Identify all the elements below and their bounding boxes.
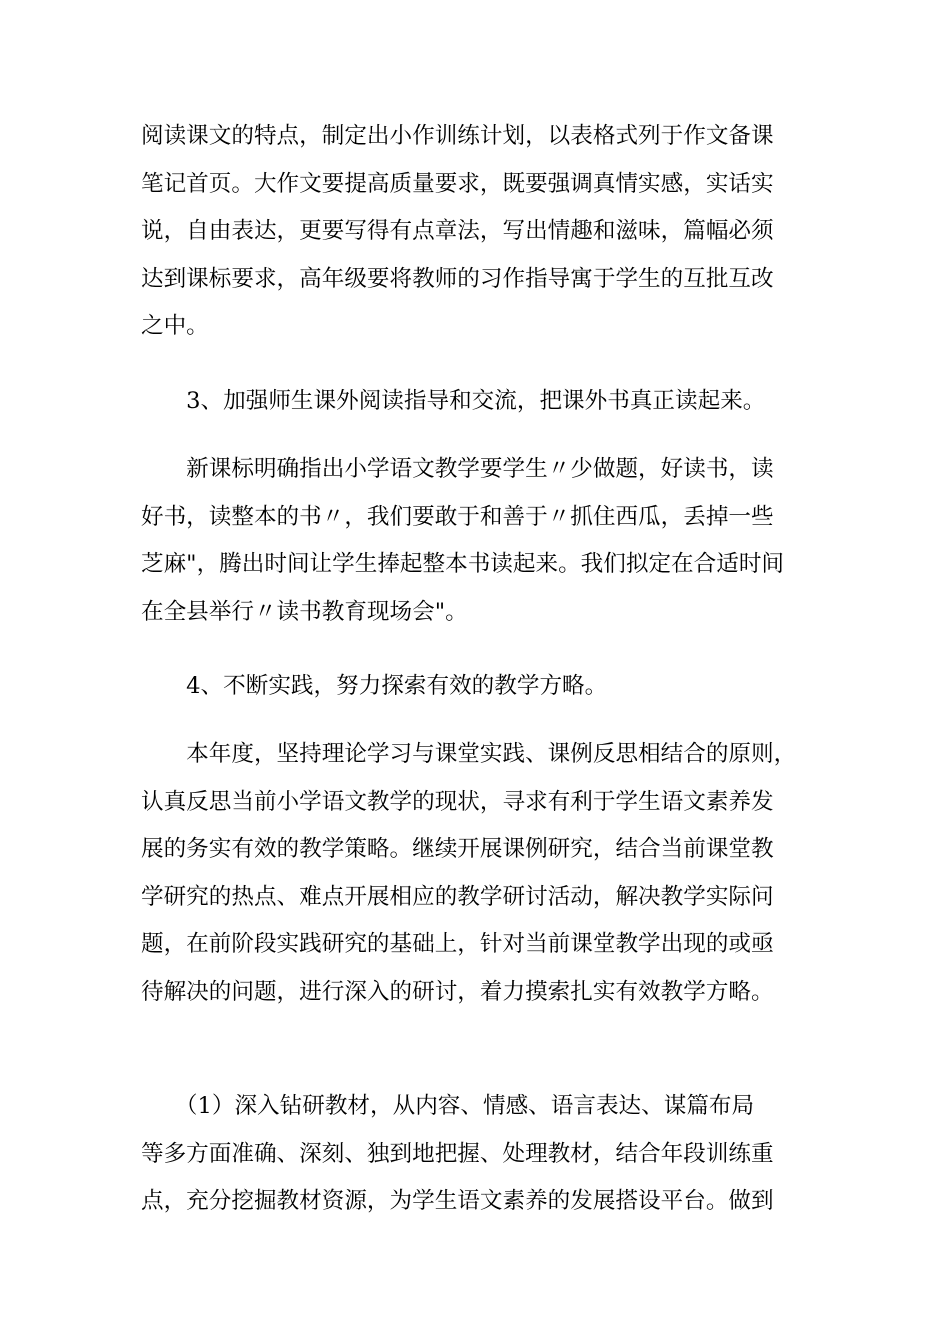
text-line: 笔记首页。大作文要提高质量要求，既要强调真情实感，实话实 xyxy=(141,170,774,197)
text-line: 点，充分挖掘教材资源，为学生语文素养的发展搭设平台。做到 xyxy=(141,1188,774,1214)
paragraph-reading-guidance xyxy=(141,446,811,636)
text-line: 题，在前阶段实践研究的基础上，针对当前课堂教学出现的或亟 xyxy=(141,931,774,957)
text-line: 阅读课文的特点，制定出小作训练计划，以表格式列于作文备课 xyxy=(141,123,774,149)
text-line: 新课标明确指出小学语文教学要学生〃少做题，好读书，读 xyxy=(141,456,774,482)
section-heading: 4、不断实践，努力探索有效的教学方略。 xyxy=(141,673,608,699)
text-line: 说，自由表达，更要写得有点章法，写出情趣和滋味，篇幅必须 xyxy=(141,218,774,244)
text-line: （1）深入钻研教材，从内容、情感、语言表达、谋篇布局 xyxy=(141,1093,755,1119)
paragraph-composition-plan xyxy=(141,113,811,351)
text-line: 好书，读整本的书〃，我们要敢于和善于〃抓住西瓜，丢掉一些 xyxy=(141,503,774,530)
paragraph-heading-3 xyxy=(141,378,811,426)
text-line: 芝麻"，腾出时间让学生捧起整本书读起来。我们拟定在合适时间 xyxy=(141,551,785,577)
text-line: 等多方面准确、深刻、独到地把握、处理教材，结合年段训练重 xyxy=(141,1140,774,1167)
text-line: 待解决的问题，进行深入的研讨，着力摸索扎实有效教学方略。 xyxy=(141,978,774,1005)
text-line: 在全县举行〃读书教育现场会"。 xyxy=(141,598,468,625)
text-line: 本年度，坚持理论学习与课堂实践、课例反思相结合的原则， xyxy=(141,741,797,767)
paragraph-study-materials xyxy=(141,1083,811,1226)
paragraph-heading-4 xyxy=(141,663,811,711)
text-line: 达到课标要求，高年级要将教师的习作指导寓于学生的互批互改 xyxy=(141,265,774,292)
section-heading: 3、加强师生课外阅读指导和交流，把课外书真正读起来。 xyxy=(141,388,766,414)
text-line: 之中。 xyxy=(141,313,209,339)
paragraph-teaching-strategy xyxy=(141,731,811,1016)
text-line: 学研究的热点、难点开展相应的教学研讨活动，解决教学实际问 xyxy=(141,883,774,910)
text-line: 认真反思当前小学语文教学的现状，寻求有利于学生语文素养发 xyxy=(141,788,774,815)
text-line: 展的务实有效的教学策略。继续开展课例研究，结合当前课堂教 xyxy=(141,836,774,862)
